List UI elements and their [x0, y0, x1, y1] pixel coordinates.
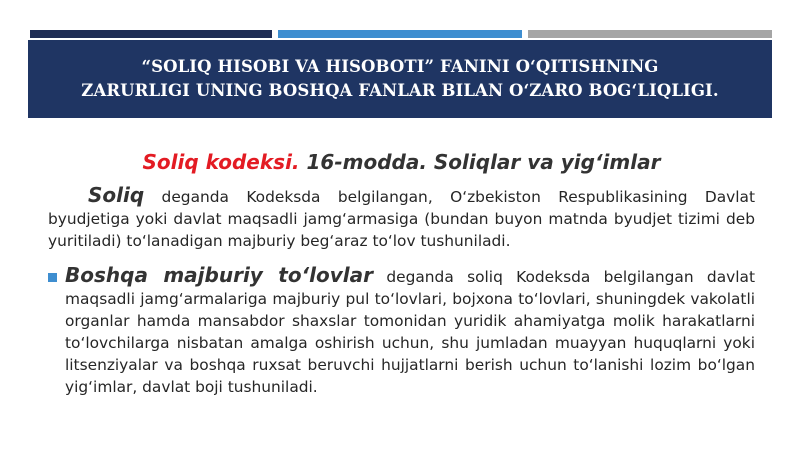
top-bar-dark-blue — [30, 30, 272, 38]
decorative-top-bars — [30, 30, 772, 38]
slide-title-line-1: “SOLIQ HISOBI VA HISOBOTI” FANINI O‘QITISHNING — [141, 57, 659, 76]
slide-title-line-2: ZARURLIGI UNING BOSHQA FANLAR BILAN O‘ZARO BOG‘LIQLIGI. — [81, 81, 719, 100]
paragraph-other-payments-text: deganda soliq Kodeksda belgilangan davlat maqsadli jamg‘armalariga majburiy pul to‘lovlari, bojxona to‘lovlari, shuningdek vakolatli organlar hamda mansabdor shaxslar tomonidan yuridik ahamiyatga molik harakatlarni to‘lovchilarga nisbatan amalga oshirish uchun, shu jumladan muayyan huquqlarni yoki litsenziyalar va boshqa ruxsat beruvchi hujjatlarni berish uchun to‘lanishi lozim bo‘lgan yig‘imlar, davlat boji tushuniladi. — [65, 268, 755, 396]
bullet-other-payments — [48, 264, 755, 398]
slide-title-band — [28, 40, 772, 118]
square-bullet-icon — [48, 273, 57, 282]
term-other-payments: Boshqa majburiy to‘lovlar — [65, 263, 374, 287]
subtitle-article: 16-modda. Soliqlar va yig‘imlar — [299, 150, 661, 174]
paragraph-tax-definition — [48, 184, 755, 252]
subtitle-code-ref: Soliq kodeksi. — [142, 150, 300, 174]
slide-content — [48, 150, 755, 398]
paragraph-tax-text: deganda Kodeksda belgilangan, O‘zbekiston Respublikasining Davlat byudjetiga yoki davlat maqsadli jamg‘armasiga (bundan buyon matnda byudjet tizimi deb yuritiladi) to‘lanadigan majburiy beg‘araz to‘lov tushuniladi. — [48, 188, 755, 250]
section-subtitle — [48, 150, 755, 174]
top-bar-gray — [528, 30, 772, 38]
top-bar-light-blue — [278, 30, 522, 38]
paragraph-other-payments — [65, 264, 755, 398]
term-soliq: Soliq — [88, 183, 145, 207]
